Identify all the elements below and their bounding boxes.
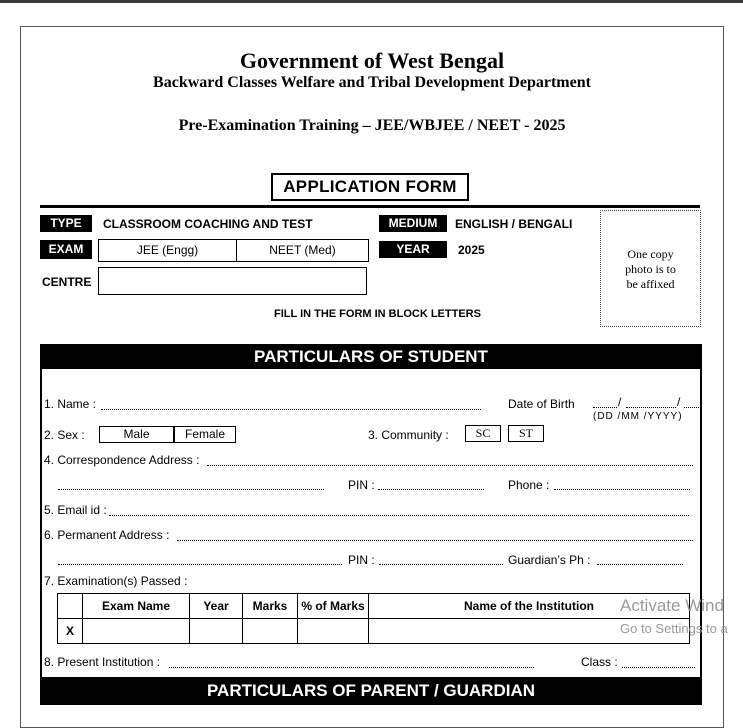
department-title: Backward Classes Welfare and Tribal Development Department — [153, 74, 591, 91]
program-title: Pre-Examination Training – JEE/WBJEE / NEET - 2025 — [178, 117, 566, 134]
medium-value: ENGLISH / BENGALI — [455, 217, 573, 231]
pin-label: PIN : — [348, 478, 375, 492]
photo-text-2: photo is to — [625, 262, 676, 276]
guardian-phone-label: Guardian’s Ph : — [508, 553, 591, 567]
year-label: YEAR — [379, 241, 447, 258]
correspondence-address-label: 4. Correspondence Address : — [44, 453, 200, 467]
dob-year-field[interactable] — [684, 407, 699, 408]
permanent-address-label: 6. Permanent Address : — [44, 528, 170, 542]
year-value: 2025 — [458, 243, 485, 257]
permanent-address-field-2[interactable] — [58, 564, 342, 565]
sex-option-male[interactable]: Male — [99, 426, 174, 443]
exams-header-year: Year — [190, 594, 243, 619]
pin-field[interactable] — [378, 489, 484, 490]
exam-option-neet[interactable]: NEET (Med) — [236, 239, 369, 262]
block-letters-instruction: FILL IN THE FORM IN BLOCK LETTERS — [274, 308, 481, 320]
form-title: APPLICATION FORM — [271, 173, 469, 201]
correspondence-address-field-1[interactable] — [207, 465, 693, 466]
sex-label: 2. Sex : — [44, 428, 85, 442]
dob-slash-1: / — [618, 395, 622, 409]
header-divider — [40, 205, 700, 208]
exams-cell-year[interactable] — [190, 619, 243, 644]
parent-section-heading: PARTICULARS OF PARENT / GUARDIAN — [40, 677, 702, 705]
permanent-pin-field[interactable] — [379, 564, 503, 565]
photo-text-1: One copy — [627, 247, 674, 261]
type-value: CLASSROOM COACHING AND TEST — [103, 217, 313, 231]
class-field[interactable] — [622, 667, 695, 668]
community-option-st[interactable]: ST — [508, 425, 544, 442]
exam-option-jee[interactable]: JEE (Engg) — [98, 239, 237, 262]
present-institution-label: 8. Present Institution : — [44, 655, 161, 669]
present-institution-field[interactable] — [169, 667, 534, 668]
dob-slash-2: / — [677, 395, 681, 409]
exams-cell-marks[interactable] — [243, 619, 298, 644]
exams-row-marker: X — [58, 619, 83, 644]
exams-passed-label: 7. Examination(s) Passed : — [44, 574, 188, 588]
medium-label: MEDIUM — [379, 215, 447, 232]
community-label: 3. Community : — [368, 428, 449, 442]
correspondence-address-field-2[interactable] — [58, 489, 324, 490]
dob-format-hint: (DD /MM /YYYY) — [593, 411, 683, 422]
exams-header-exam-name: Exam Name — [83, 594, 190, 619]
type-label: TYPE — [40, 215, 92, 232]
name-field[interactable] — [101, 409, 481, 410]
exams-header-blank — [58, 594, 83, 619]
email-label: 5. Email id : — [44, 503, 107, 517]
phone-label: Phone : — [508, 478, 550, 492]
community-option-sc[interactable]: SC — [465, 425, 501, 442]
exams-cell-percent[interactable] — [298, 619, 369, 644]
activation-watermark-subtitle: Go to Settings to a — [620, 621, 728, 636]
name-label: 1. Name : — [44, 397, 97, 411]
centre-label: CENTRE — [42, 275, 92, 289]
table-row — [58, 619, 690, 644]
permanent-address-field-1[interactable] — [177, 540, 693, 541]
dob-day-field[interactable] — [593, 407, 617, 408]
exams-table — [57, 593, 690, 644]
photo-box — [600, 210, 701, 327]
email-field[interactable] — [109, 515, 689, 516]
permanent-pin-label: PIN : — [348, 553, 375, 567]
sex-option-female[interactable]: Female — [174, 426, 236, 443]
phone-field[interactable] — [554, 489, 690, 490]
exams-header-institution: Name of the Institution — [369, 594, 690, 619]
centre-field[interactable] — [98, 267, 367, 295]
exams-header-marks: Marks — [243, 594, 298, 619]
exams-cell-exam-name[interactable] — [83, 619, 190, 644]
photo-text-3: be affixed — [626, 277, 675, 291]
guardian-phone-field[interactable] — [597, 564, 683, 565]
exams-table-header-row — [58, 594, 690, 619]
class-label: Class : — [581, 655, 618, 669]
dob-month-field[interactable] — [626, 407, 676, 408]
window-top-edge — [0, 0, 743, 3]
exam-label: EXAM — [40, 240, 92, 259]
activation-watermark-title: Activate Wind — [620, 596, 724, 615]
exams-header-percent: % of Marks — [298, 594, 369, 619]
dob-label: Date of Birth — [508, 397, 575, 411]
application-form-page — [20, 26, 724, 728]
student-section-heading: PARTICULARS OF STUDENT — [40, 344, 702, 369]
government-title: Government of West Bengal — [239, 48, 505, 73]
